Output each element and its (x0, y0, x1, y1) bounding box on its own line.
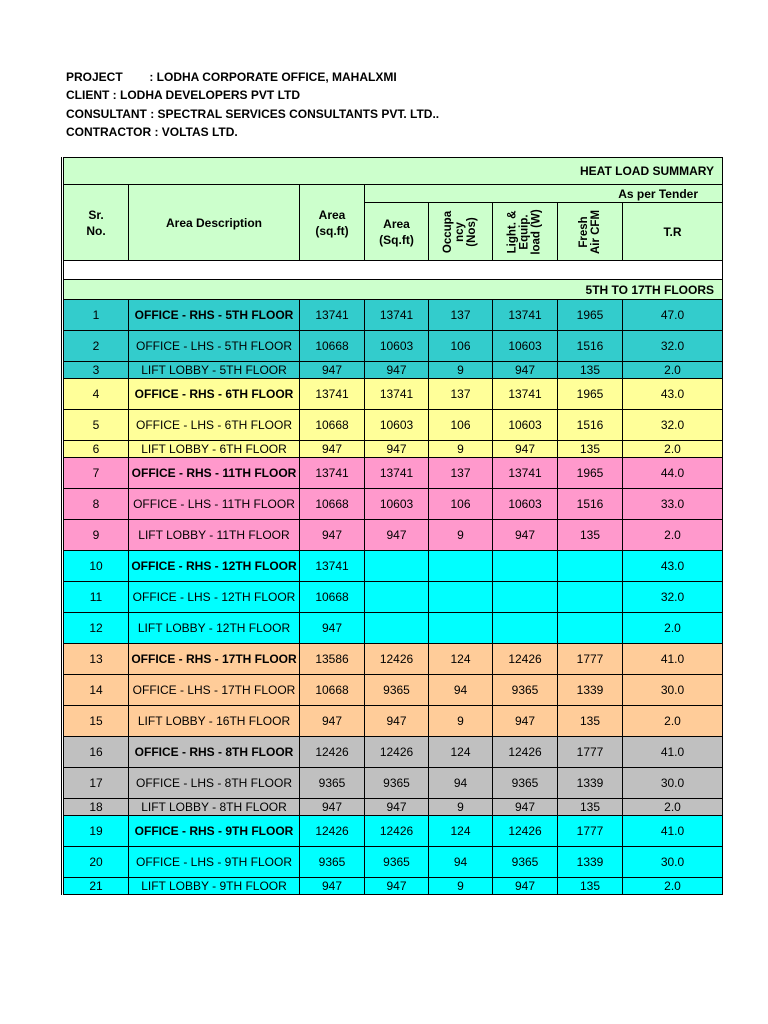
sr-no-cell: 16 (63, 737, 129, 768)
occupancy-cell: 137 (429, 300, 493, 331)
area-cell: 947 (300, 706, 365, 737)
area-cell: 13741 (300, 300, 365, 331)
tr-cell: 32.0 (623, 410, 723, 441)
col-fresh-air: Fresh Air CFM (558, 203, 623, 261)
area-description-cell: OFFICE - LHS - 11TH FLOOR (129, 489, 300, 520)
as-per-tender-label: As per Tender (365, 185, 723, 203)
table-row (63, 458, 723, 489)
occupancy-cell: 9 (429, 706, 493, 737)
tender-area-cell: 10603 (365, 410, 429, 441)
light-equip-cell: 947 (493, 441, 558, 458)
area-cell: 10668 (300, 410, 365, 441)
occupancy-cell: 9 (429, 878, 493, 895)
table-row (63, 644, 723, 675)
occupancy-cell: 124 (429, 737, 493, 768)
occupancy-cell (429, 551, 493, 582)
table-row (63, 706, 723, 737)
tr-cell: 2.0 (623, 613, 723, 644)
tender-area-cell: 947 (365, 362, 429, 379)
sr-no-cell: 20 (63, 847, 129, 878)
occupancy-cell: 9 (429, 441, 493, 458)
sr-no-cell: 17 (63, 768, 129, 799)
area-description-cell: OFFICE - LHS - 8TH FLOOR (129, 768, 300, 799)
occupancy-cell: 9 (429, 799, 493, 816)
area-description-cell: OFFICE - RHS - 8TH FLOOR (129, 737, 300, 768)
fresh-air-cell: 1965 (558, 379, 623, 410)
light-equip-cell: 947 (493, 878, 558, 895)
fresh-air-cell: 1516 (558, 331, 623, 362)
table-row (63, 847, 723, 878)
area-description-cell: LIFT LOBBY - 12TH FLOOR (129, 613, 300, 644)
light-equip-cell: 10603 (493, 331, 558, 362)
consultant-line: CONSULTANT : SPECTRAL SERVICES CONSULTANTS PVT. LTD.. (66, 106, 440, 121)
area-description-cell: OFFICE - RHS - 9TH FLOOR (129, 816, 300, 847)
sr-no-cell: 7 (63, 458, 129, 489)
occupancy-cell: 106 (429, 410, 493, 441)
spacer-row (63, 261, 723, 280)
tr-cell: 2.0 (623, 706, 723, 737)
table-row (63, 582, 723, 613)
light-equip-cell: 947 (493, 362, 558, 379)
table-row (63, 768, 723, 799)
tender-area-cell: 10603 (365, 331, 429, 362)
light-equip-cell: 9365 (493, 847, 558, 878)
fresh-air-cell (558, 613, 623, 644)
client-line: CLIENT : LODHA DEVELOPERS PVT LTD (66, 88, 301, 103)
tender-area-cell (365, 551, 429, 582)
area-cell: 10668 (300, 582, 365, 613)
sr-no-cell: 10 (63, 551, 129, 582)
tender-area-cell (365, 613, 429, 644)
fresh-air-cell: 1339 (558, 675, 623, 706)
area-cell: 947 (300, 799, 365, 816)
tender-area-cell: 13741 (365, 300, 429, 331)
sr-no-cell: 11 (63, 582, 129, 613)
sr-no-cell: 2 (63, 331, 129, 362)
area-description-cell: LIFT LOBBY - 9TH FLOOR (129, 878, 300, 895)
fresh-air-cell: 1339 (558, 847, 623, 878)
light-equip-cell (493, 582, 558, 613)
area-description-cell: LIFT LOBBY - 6TH FLOOR (129, 441, 300, 458)
area-cell: 10668 (300, 331, 365, 362)
fresh-air-cell: 135 (558, 441, 623, 458)
fresh-air-cell: 1777 (558, 737, 623, 768)
tender-area-cell: 13741 (365, 379, 429, 410)
area-cell: 947 (300, 520, 365, 551)
tender-area-cell (365, 582, 429, 613)
col-area: Area (sq.ft) (300, 185, 365, 261)
area-description-cell: OFFICE - LHS - 9TH FLOOR (129, 847, 300, 878)
sr-no-cell: 3 (63, 362, 129, 379)
tender-area-cell: 947 (365, 878, 429, 895)
light-equip-cell: 13741 (493, 458, 558, 489)
tr-cell: 41.0 (623, 816, 723, 847)
contractor-line: CONTRACTOR : VOLTAS LTD. (66, 124, 238, 139)
tr-cell: 41.0 (623, 644, 723, 675)
heat-load-table (61, 157, 723, 895)
area-cell: 947 (300, 362, 365, 379)
fresh-air-cell: 135 (558, 878, 623, 895)
tr-cell: 32.0 (623, 331, 723, 362)
sr-no-cell: 1 (63, 300, 129, 331)
tender-area-cell: 12426 (365, 644, 429, 675)
tr-cell: 30.0 (623, 847, 723, 878)
fresh-air-cell: 135 (558, 799, 623, 816)
area-cell: 947 (300, 878, 365, 895)
sr-no-cell: 13 (63, 644, 129, 675)
area-cell: 947 (300, 613, 365, 644)
table-row (63, 737, 723, 768)
sr-no-cell: 6 (63, 441, 129, 458)
fresh-air-cell: 1516 (558, 410, 623, 441)
fresh-air-cell (558, 551, 623, 582)
tr-cell: 44.0 (623, 458, 723, 489)
col-light-equip: Light. & Equip. load (W) (493, 203, 558, 261)
tender-area-cell: 12426 (365, 737, 429, 768)
occupancy-cell: 124 (429, 816, 493, 847)
sr-no-cell: 8 (63, 489, 129, 520)
tender-area-cell: 947 (365, 706, 429, 737)
sr-no-cell: 18 (63, 799, 129, 816)
tender-area-cell: 10603 (365, 489, 429, 520)
col-tr: T.R (623, 203, 723, 261)
occupancy-cell: 137 (429, 379, 493, 410)
fresh-air-cell: 1777 (558, 816, 623, 847)
area-description-cell: OFFICE - RHS - 5TH FLOOR (129, 300, 300, 331)
table-row (63, 799, 723, 816)
tr-cell: 30.0 (623, 768, 723, 799)
occupancy-cell (429, 582, 493, 613)
light-equip-cell: 13741 (493, 300, 558, 331)
tr-cell: 2.0 (623, 878, 723, 895)
occupancy-cell: 9 (429, 362, 493, 379)
area-description-cell: OFFICE - RHS - 11TH FLOOR (129, 458, 300, 489)
area-cell: 12426 (300, 737, 365, 768)
fresh-air-cell: 1965 (558, 458, 623, 489)
area-description-cell: OFFICE - LHS - 12TH FLOOR (129, 582, 300, 613)
table-row (63, 489, 723, 520)
tr-cell: 47.0 (623, 300, 723, 331)
table-row (63, 362, 723, 379)
light-equip-cell: 10603 (493, 410, 558, 441)
light-equip-cell: 12426 (493, 816, 558, 847)
table-row (63, 551, 723, 582)
occupancy-cell: 137 (429, 458, 493, 489)
tr-cell: 2.0 (623, 441, 723, 458)
fresh-air-cell: 1777 (558, 644, 623, 675)
fresh-air-cell: 135 (558, 362, 623, 379)
area-cell: 13586 (300, 644, 365, 675)
fresh-air-cell: 1516 (558, 489, 623, 520)
tr-cell: 32.0 (623, 582, 723, 613)
tr-cell: 43.0 (623, 379, 723, 410)
table-row (63, 675, 723, 706)
section-heading: 5TH TO 17TH FLOORS (63, 280, 723, 300)
occupancy-cell: 124 (429, 644, 493, 675)
light-equip-cell: 12426 (493, 737, 558, 768)
light-equip-cell: 12426 (493, 644, 558, 675)
tender-area-cell: 9365 (365, 675, 429, 706)
col-sr-no: Sr. No. (63, 185, 129, 261)
tr-cell: 2.0 (623, 362, 723, 379)
table-row (63, 300, 723, 331)
light-equip-cell (493, 551, 558, 582)
area-description-cell: OFFICE - LHS - 6TH FLOOR (129, 410, 300, 441)
area-cell: 13741 (300, 379, 365, 410)
occupancy-cell: 94 (429, 768, 493, 799)
tr-cell: 43.0 (623, 551, 723, 582)
sr-no-cell: 19 (63, 816, 129, 847)
tender-area-cell: 13741 (365, 458, 429, 489)
table-row (63, 878, 723, 895)
table-row (63, 520, 723, 551)
area-description-cell: OFFICE - RHS - 17TH FLOOR (129, 644, 300, 675)
project-line: PROJECT : LODHA CORPORATE OFFICE, MAHALXMI (66, 70, 397, 84)
area-cell: 10668 (300, 675, 365, 706)
fresh-air-cell (558, 582, 623, 613)
light-equip-cell: 10603 (493, 489, 558, 520)
tender-area-cell: 947 (365, 441, 429, 458)
tender-area-cell: 947 (365, 799, 429, 816)
fresh-air-cell: 135 (558, 706, 623, 737)
area-cell: 12426 (300, 816, 365, 847)
col-tender-area: Area (Sq.ft) (365, 203, 429, 261)
tr-cell: 33.0 (623, 489, 723, 520)
table-row (63, 331, 723, 362)
area-cell: 10668 (300, 489, 365, 520)
tender-area-cell: 947 (365, 520, 429, 551)
light-equip-cell: 947 (493, 706, 558, 737)
light-equip-cell: 9365 (493, 675, 558, 706)
sr-no-cell: 15 (63, 706, 129, 737)
table-row (63, 410, 723, 441)
heat-load-sheet (61, 157, 714, 899)
col-area-description: Area Description (129, 185, 300, 261)
light-equip-cell: 947 (493, 520, 558, 551)
fresh-air-cell: 135 (558, 520, 623, 551)
occupancy-cell: 106 (429, 489, 493, 520)
light-equip-cell: 13741 (493, 379, 558, 410)
occupancy-cell: 94 (429, 847, 493, 878)
tr-cell: 30.0 (623, 675, 723, 706)
area-description-cell: LIFT LOBBY - 11TH FLOOR (129, 520, 300, 551)
document-header (66, 68, 439, 141)
light-equip-cell: 9365 (493, 768, 558, 799)
occupancy-cell: 9 (429, 520, 493, 551)
table-row (63, 816, 723, 847)
tender-area-cell: 9365 (365, 847, 429, 878)
sr-no-cell: 12 (63, 613, 129, 644)
table-row (63, 613, 723, 644)
area-cell: 947 (300, 441, 365, 458)
area-cell: 9365 (300, 768, 365, 799)
area-description-cell: OFFICE - LHS - 5TH FLOOR (129, 331, 300, 362)
occupancy-cell (429, 613, 493, 644)
sr-no-cell: 9 (63, 520, 129, 551)
area-description-cell: OFFICE - RHS - 6TH FLOOR (129, 379, 300, 410)
col-occupancy: Occupa ncy (Nos) (429, 203, 493, 261)
tr-cell: 2.0 (623, 520, 723, 551)
light-equip-cell (493, 613, 558, 644)
tender-area-cell: 9365 (365, 768, 429, 799)
fresh-air-cell: 1965 (558, 300, 623, 331)
occupancy-cell: 94 (429, 675, 493, 706)
sr-no-cell: 4 (63, 379, 129, 410)
sr-no-cell: 14 (63, 675, 129, 706)
fresh-air-cell: 1339 (558, 768, 623, 799)
table-row (63, 441, 723, 458)
area-cell: 13741 (300, 551, 365, 582)
area-description-cell: OFFICE - LHS - 17TH FLOOR (129, 675, 300, 706)
tr-cell: 41.0 (623, 737, 723, 768)
area-cell: 13741 (300, 458, 365, 489)
area-cell: 9365 (300, 847, 365, 878)
tr-cell: 2.0 (623, 799, 723, 816)
table-row (63, 379, 723, 410)
area-description-cell: LIFT LOBBY - 16TH FLOOR (129, 706, 300, 737)
area-description-cell: OFFICE - RHS - 12TH FLOOR (129, 551, 300, 582)
area-description-cell: LIFT LOBBY - 8TH FLOOR (129, 799, 300, 816)
table-title: HEAT LOAD SUMMARY (63, 158, 723, 185)
area-description-cell: LIFT LOBBY - 5TH FLOOR (129, 362, 300, 379)
tender-area-cell: 12426 (365, 816, 429, 847)
light-equip-cell: 947 (493, 799, 558, 816)
sr-no-cell: 5 (63, 410, 129, 441)
occupancy-cell: 106 (429, 331, 493, 362)
sr-no-cell: 21 (63, 878, 129, 895)
